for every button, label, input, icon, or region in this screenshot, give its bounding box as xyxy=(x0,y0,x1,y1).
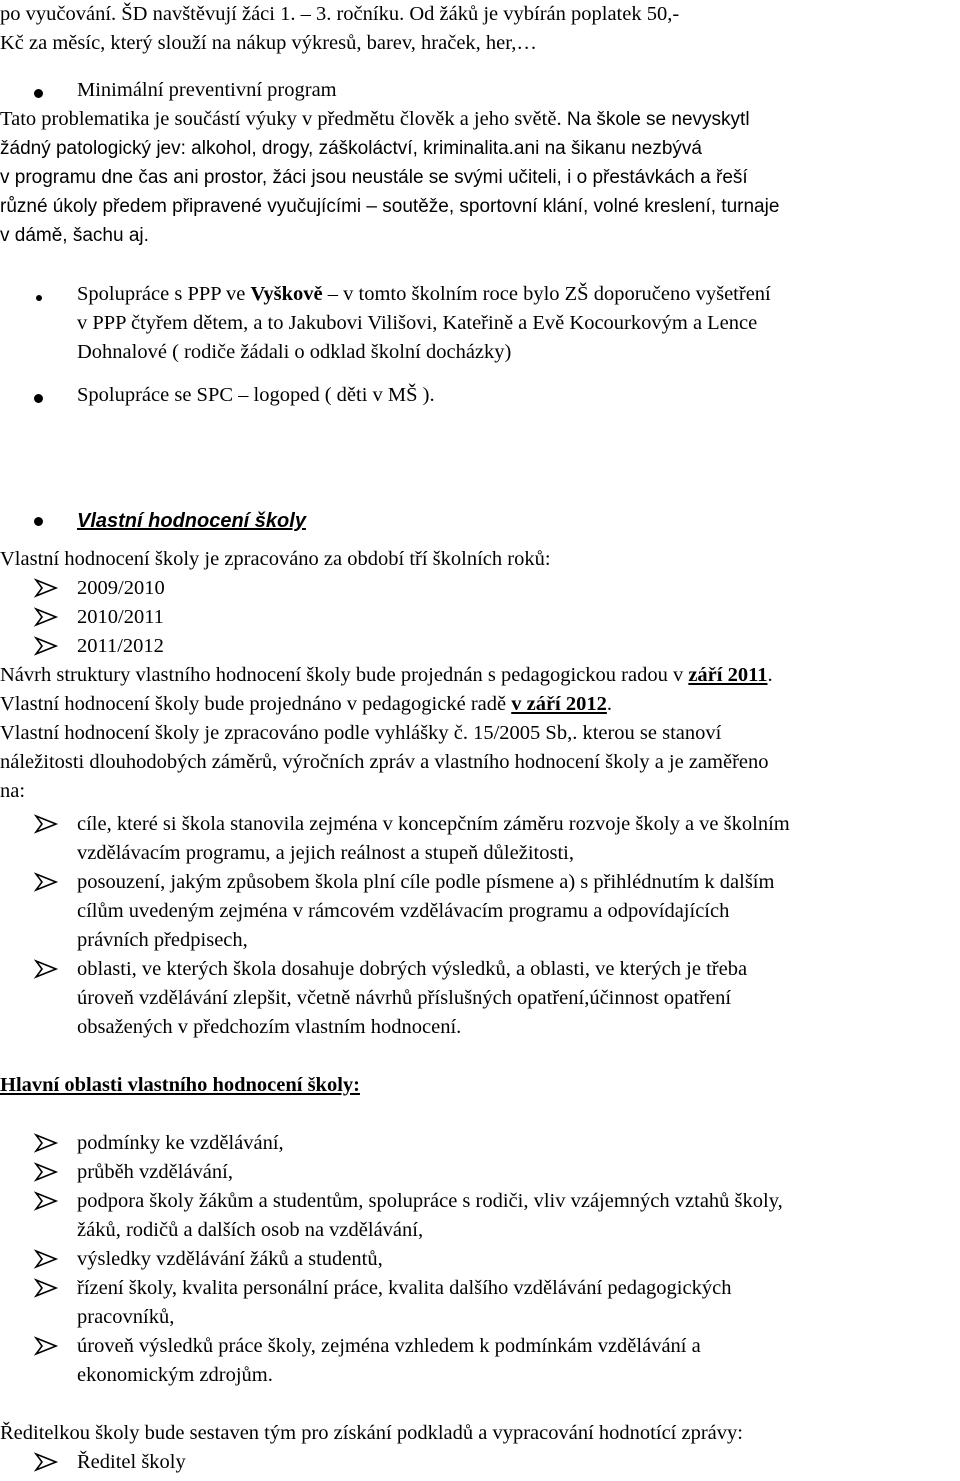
bullet-icon xyxy=(34,89,43,98)
list-item: průběh vzdělávání, xyxy=(77,1161,233,1183)
list-item: Ředitel školy xyxy=(77,1451,186,1473)
text-line: Návrh struktury vlastního hodnocení školy bude projednán s pedagogickou radou v září 2011. xyxy=(0,664,773,686)
arrow-bullet-icon xyxy=(34,959,60,979)
bullet-icon xyxy=(36,295,42,301)
arrow-bullet-icon xyxy=(34,872,60,892)
arrow-bullet-icon xyxy=(34,636,60,656)
arrow-bullet-icon xyxy=(34,1249,60,1269)
arrow-bullet-icon xyxy=(34,578,60,598)
text-line: právních předpisech, xyxy=(77,929,248,951)
text-line: Vlastní hodnocení školy je zpracováno za období tří školních roků: xyxy=(0,548,551,570)
arrow-bullet-icon xyxy=(34,814,60,834)
text-line: po vyučování. ŠD navštěvují žáci 1. – 3. ročníku. Od žáků je vybírán poplatek 50,- xyxy=(0,3,680,25)
text-line: Kč za měsíc, který slouží na nákup výkresů, barev, hraček, her,… xyxy=(0,32,537,54)
list-item: oblasti, ve kterých škola dosahuje dobrých výsledků, a oblasti, ve kterých je třeba xyxy=(77,958,748,980)
text-line: různé úkoly předem připravené vyučujícími – soutěže, sportovní klání, volné kreslení, turnaje xyxy=(0,196,780,217)
arrow-bullet-icon xyxy=(34,1278,60,1298)
text-line: pracovníků, xyxy=(77,1306,175,1328)
bullet-icon xyxy=(34,517,43,526)
list-item: podpora školy žákům a studentům, spolupráce s rodiči, vliv vzájemných vztahů školy, xyxy=(77,1190,783,1212)
list-item: 2011/2012 xyxy=(77,635,164,657)
arrow-bullet-icon xyxy=(34,1191,60,1211)
text-line: ekonomickým zdrojům. xyxy=(77,1364,273,1386)
list-item: řízení školy, kvalita personální práce, kvalita dalšího vzdělávání pedagogických xyxy=(77,1277,732,1299)
arrow-bullet-icon xyxy=(34,1162,60,1182)
text-line: Vlastní hodnocení školy bude projednáno v pedagogické radě v září 2012. xyxy=(0,693,612,715)
text-line: úroveň vzdělávání zlepšit, včetně návrhů příslušných opatření,účinnost opatření xyxy=(77,987,732,1009)
text-line: Tato problematika je součástí výuky v předmětu člověk a jeho světě. Na škole se nevyskytl xyxy=(0,108,750,130)
text-line: žádný patologický jev: alkohol, drogy, záškoláctví, kriminalita.ani na šikanu nezbývá xyxy=(0,138,702,159)
text-line: na: xyxy=(0,780,26,802)
list-item: cíle, které si škola stanovila zejména v koncepčním záměru rozvoje školy a ve školním xyxy=(77,813,790,835)
list-item: Spolupráce se SPC – logoped ( děti v MŠ ). xyxy=(77,384,435,406)
text-line: náležitosti dlouhodobých záměrů, výročních zpráv a vlastního hodnocení školy a je zaměřeno xyxy=(0,751,769,773)
arrow-bullet-icon xyxy=(34,1133,60,1153)
list-item: 2009/2010 xyxy=(77,577,165,599)
arrow-bullet-icon xyxy=(34,1336,60,1356)
list-item: Minimální preventivní program xyxy=(77,79,337,101)
list-item: výsledky vzdělávání žáků a studentů, xyxy=(77,1248,383,1270)
text-line: cílům uvedeným zejména v rámcovém vzdělávacím programu a odpovídajících xyxy=(77,900,730,922)
list-item: úroveň výsledků práce školy, zejména vzhledem k podmínkám vzdělávání a xyxy=(77,1335,701,1357)
text-line: obsažených v předchozím vlastním hodnocení. xyxy=(77,1016,462,1038)
list-item: Spolupráce s PPP ve Vyškově – v tomto školním roce bylo ZŠ doporučeno vyšetření xyxy=(77,283,771,305)
section-heading: Hlavní oblasti vlastního hodnocení školy: xyxy=(0,1074,360,1096)
list-item: 2010/2011 xyxy=(77,606,164,628)
arrow-bullet-icon xyxy=(34,607,60,627)
text-line: vzdělávacím programu, a jejich reálnost a stupeň důležitosti, xyxy=(77,842,574,864)
arrow-bullet-icon xyxy=(34,1452,60,1472)
text-line: Ředitelkou školy bude sestaven tým pro získání podkladů a vypracování hodnotící zprávy: xyxy=(0,1422,743,1444)
text-line: žáků, rodičů a dalších osob na vzdělávání, xyxy=(77,1219,424,1241)
text-line: v dámě, šachu aj. xyxy=(0,225,149,246)
list-item: posouzení, jakým způsobem škola plní cíle podle písmene a) s přihlédnutím k dalším xyxy=(77,871,775,893)
text-line: v programu dne čas ani prostor, žáci jsou neustále se svými učiteli, i o přestávkách a řeší xyxy=(0,167,748,188)
bullet-icon xyxy=(34,394,43,403)
text-line: Dohnalové ( rodiče žádali o odklad školní docházky) xyxy=(77,341,512,363)
section-heading: Vlastní hodnocení školy xyxy=(77,510,306,532)
list-item: podmínky ke vzdělávání, xyxy=(77,1132,284,1154)
text-line: Vlastní hodnocení školy je zpracováno podle vyhlášky č. 15/2005 Sb,. kterou se stanoví xyxy=(0,722,722,744)
text-line: v PPP čtyřem dětem, a to Jakubovi Vilišovi, Kateřině a Evě Kocourkovým a Lence xyxy=(77,312,758,334)
